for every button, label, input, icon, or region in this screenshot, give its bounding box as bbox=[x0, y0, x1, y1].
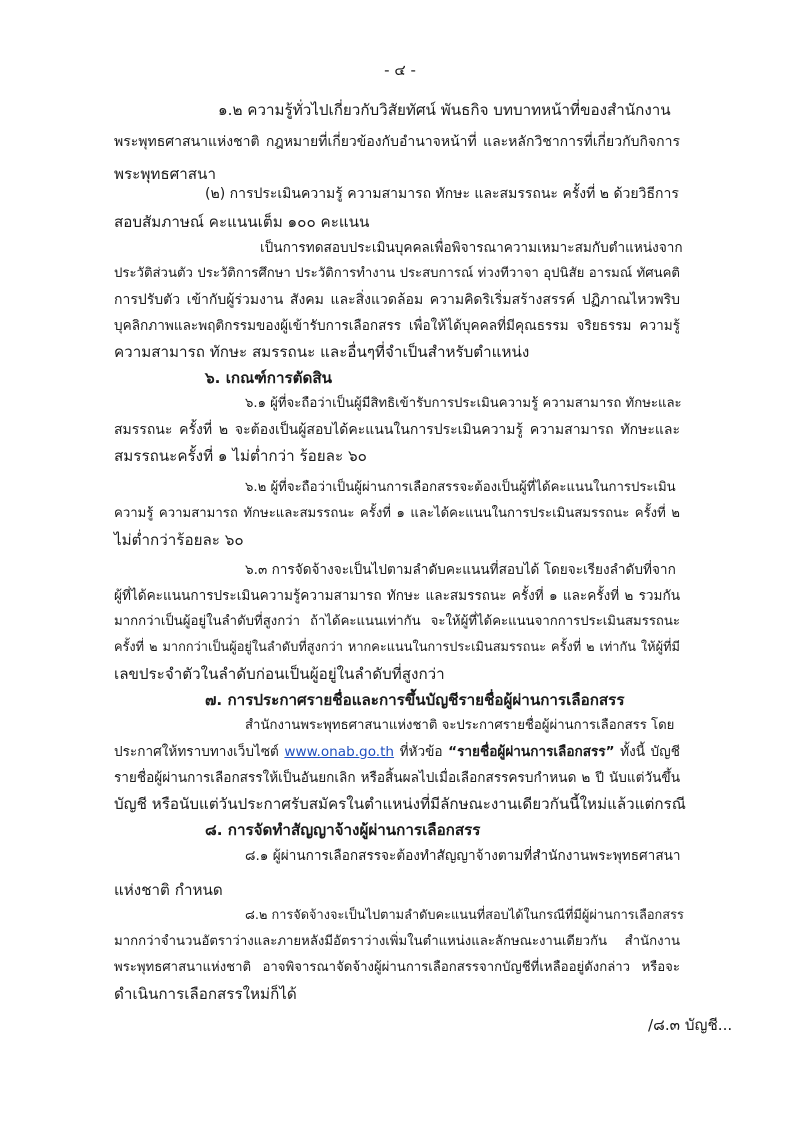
paragraph-line: แห่งชาติ กำหนด bbox=[114, 881, 223, 899]
paragraph-line: มากกว่าจำนวนอัตราว่างและภายหลังมีอัตราว่างเพิ่มในตำแหน่งและลักษณะงานเดียวกัน สำนักงาน bbox=[114, 934, 680, 949]
website-link[interactable]: www.onab.go.th bbox=[284, 744, 395, 760]
paragraph-line: ๖.๓ การจัดจ้างจะเป็นไปตามลำดับคะแนนที่สอบได้ โดยจะเรียงลำดับที่จาก bbox=[245, 562, 676, 578]
paragraph-line: รายชื่อผู้ผ่านการเลือกสรรให้เป็นอันยกเลิก หรือสิ้นผลไปเมื่อเลือกสรรครบกำหนด ๒ ปี นับแต่วันขึ้น bbox=[114, 770, 680, 786]
paragraph-line: บัญชี หรือนับแต่วันประกาศรับสมัครในตำแหน่งที่มีลักษณะงานเดียวกันนี้ใหม่แล้วแต่กรณี bbox=[114, 795, 686, 813]
paragraph-line: ๑.๒ ความรู้ทั่วไปเกี่ยวกับวิสัยทัศน์ พันธกิจ บทบาทหน้าที่ของสำนักงาน bbox=[218, 101, 671, 119]
page-number: - ๔ - bbox=[384, 61, 416, 79]
paragraph-line: สอบสัมภาษณ์ คะแนนเต็ม ๑๐๐ คะแนน bbox=[114, 213, 370, 231]
paragraph-line: ความรู้ ความสามารถ ทักษะและสมรรถนะ ครั้งที่ ๑ และได้คะแนนในการประเมินสมรรถนะ ครั้งที่ ๒ bbox=[114, 506, 680, 521]
section-heading: ๖. เกณฑ์การตัดสิน bbox=[205, 369, 333, 387]
paragraph-line: ครั้งที่ ๒ มากกว่าเป็นผู้อยู่ในลำดับที่สูงกว่า หากคะแนนในการประเมินสมรรถนะ ครั้งที่ ๒ เท่ากัน ให้ผู้ที่มี bbox=[114, 640, 680, 655]
paragraph-line: ๖.๑ ผู้ที่จะถือว่าเป็นผู้มีสิทธิเข้ารับการประเมินความรู้ ความสามารถ ทักษะและ bbox=[245, 396, 682, 411]
paragraph-line: สมรรถนะครั้งที่ ๑ ไม่ต่ำกว่า ร้อยละ ๖๐ bbox=[114, 447, 367, 465]
paragraph-line: พระพุทธศาสนาแห่งชาติ อาจพิจารณาจัดจ้างผู้ผ่านการเลือกสรรจากบัญชีที่เหลืออยู่ดังกล่าว หรือจะ bbox=[114, 960, 680, 975]
paragraph-line: สมรรถนะ ครั้งที่ ๒ จะต้องเป็นผู้สอบได้คะแนนในการประเมินความรู้ ความสามารถ ทักษะและ bbox=[114, 422, 680, 438]
paragraph-line: ๘.๑ ผู้ผ่านการเลือกสรรจะต้องทำสัญญาจ้างตามที่สำนักงานพระพุทธศาสนา bbox=[245, 848, 681, 864]
paragraph-line: ดำเนินการเลือกสรรใหม่ก็ได้ bbox=[114, 985, 297, 1003]
topic-title: “รายชื่อผู้ผ่านการเลือกสรร” bbox=[448, 744, 615, 760]
section-heading: ๗. การประกาศรายชื่อและการขึ้นบัญชีรายชื่อผู้ผ่านการเลือกสรร bbox=[205, 691, 625, 709]
paragraph-line: บุคลิกภาพและพฤติกรรมของผู้เข้ารับการเลือกสรร เพื่อให้ได้บุคคลที่มีคุณธรรม จริยธรรม ความรู้ bbox=[114, 318, 680, 334]
line-text: ที่หัวข้อ bbox=[394, 744, 449, 760]
paragraph-line: (๒) การประเมินความรู้ ความสามารถ ทักษะ และสมรรถนะ ครั้งที่ ๒ ด้วยวิธีการ bbox=[205, 186, 679, 202]
paragraph-line: มากกว่าเป็นผู้อยู่ในลำดับที่สูงกว่า ถ้าได้คะแนนเท่ากัน จะให้ผู้ที่ได้คะแนนจากการประเมินสมรรถนะ bbox=[114, 614, 680, 629]
paragraph-line bbox=[114, 742, 680, 762]
section-heading: ๘. การจัดทำสัญญาจ้างผู้ผ่านการเลือกสรร bbox=[205, 821, 481, 839]
paragraph-line: ความสามารถ ทักษะ สมรรถนะ และอื่นๆที่จำเป็นสำหรับตำแหน่ง bbox=[114, 343, 530, 361]
paragraph-line: เป็นการทดสอบประเมินบุคคลเพื่อพิจารณาความเหมาะสมกับตำแหน่งจาก bbox=[260, 240, 683, 256]
paragraph-line: ผู้ที่ได้คะแนนการประเมินความรู้ความสามารถ ทักษะ และสมรรถนะ ครั้งที่ ๑ และครั้งที่ ๒ รวมกัน bbox=[114, 588, 680, 604]
line-text: ทั้งนี้ บัญชี bbox=[614, 744, 680, 760]
paragraph-line: พระพุทธศาสนา bbox=[114, 165, 216, 183]
paragraph-line: พระพุทธศาสนาแห่งชาติ กฎหมายที่เกี่ยวข้องกับอำนาจหน้าที่ และหลักวิชาการที่เกี่ยวกับกิจการ bbox=[114, 134, 680, 150]
line-text: ประกาศให้ทราบทางเว็บไซต์ bbox=[114, 744, 285, 760]
continuation-note: /๘.๓ บัญชี... bbox=[648, 1016, 733, 1034]
paragraph-line: สำนักงานพระพุทธศาสนาแห่งชาติ จะประกาศรายชื่อผู้ผ่านการเลือกสรร โดย bbox=[245, 718, 675, 733]
paragraph-line: ไม่ต่ำกว่าร้อยละ ๖๐ bbox=[114, 531, 244, 549]
paragraph-line: ประวัติส่วนตัว ประวัติการศึกษา ประวัติการทำงาน ประสบการณ์ ท่วงทีวาจา อุปนิสัย อารมณ์ ทัศนคติ bbox=[114, 266, 680, 281]
paragraph-line: เลขประจำตัวในลำดับก่อนเป็นผู้อยู่ในลำดับที่สูงกว่า bbox=[114, 665, 445, 683]
paragraph-line: ๘.๒ การจัดจ้างจะเป็นไปตามลำดับคะแนนที่สอบได้ในกรณีที่มีผู้ผ่านการเลือกสรร bbox=[245, 908, 684, 923]
paragraph-line: การปรับตัว เข้ากับผู้ร่วมงาน สังคม และสิ่งแวดล้อม ความคิดริเริ่มสร้างสรรค์ ปฏิภาณไหวพริบ bbox=[114, 292, 680, 308]
paragraph-line: ๖.๒ ผู้ที่จะถือว่าเป็นผู้ผ่านการเลือกสรรจะต้องเป็นผู้ที่ได้คะแนนในการประเมิน bbox=[245, 480, 676, 495]
